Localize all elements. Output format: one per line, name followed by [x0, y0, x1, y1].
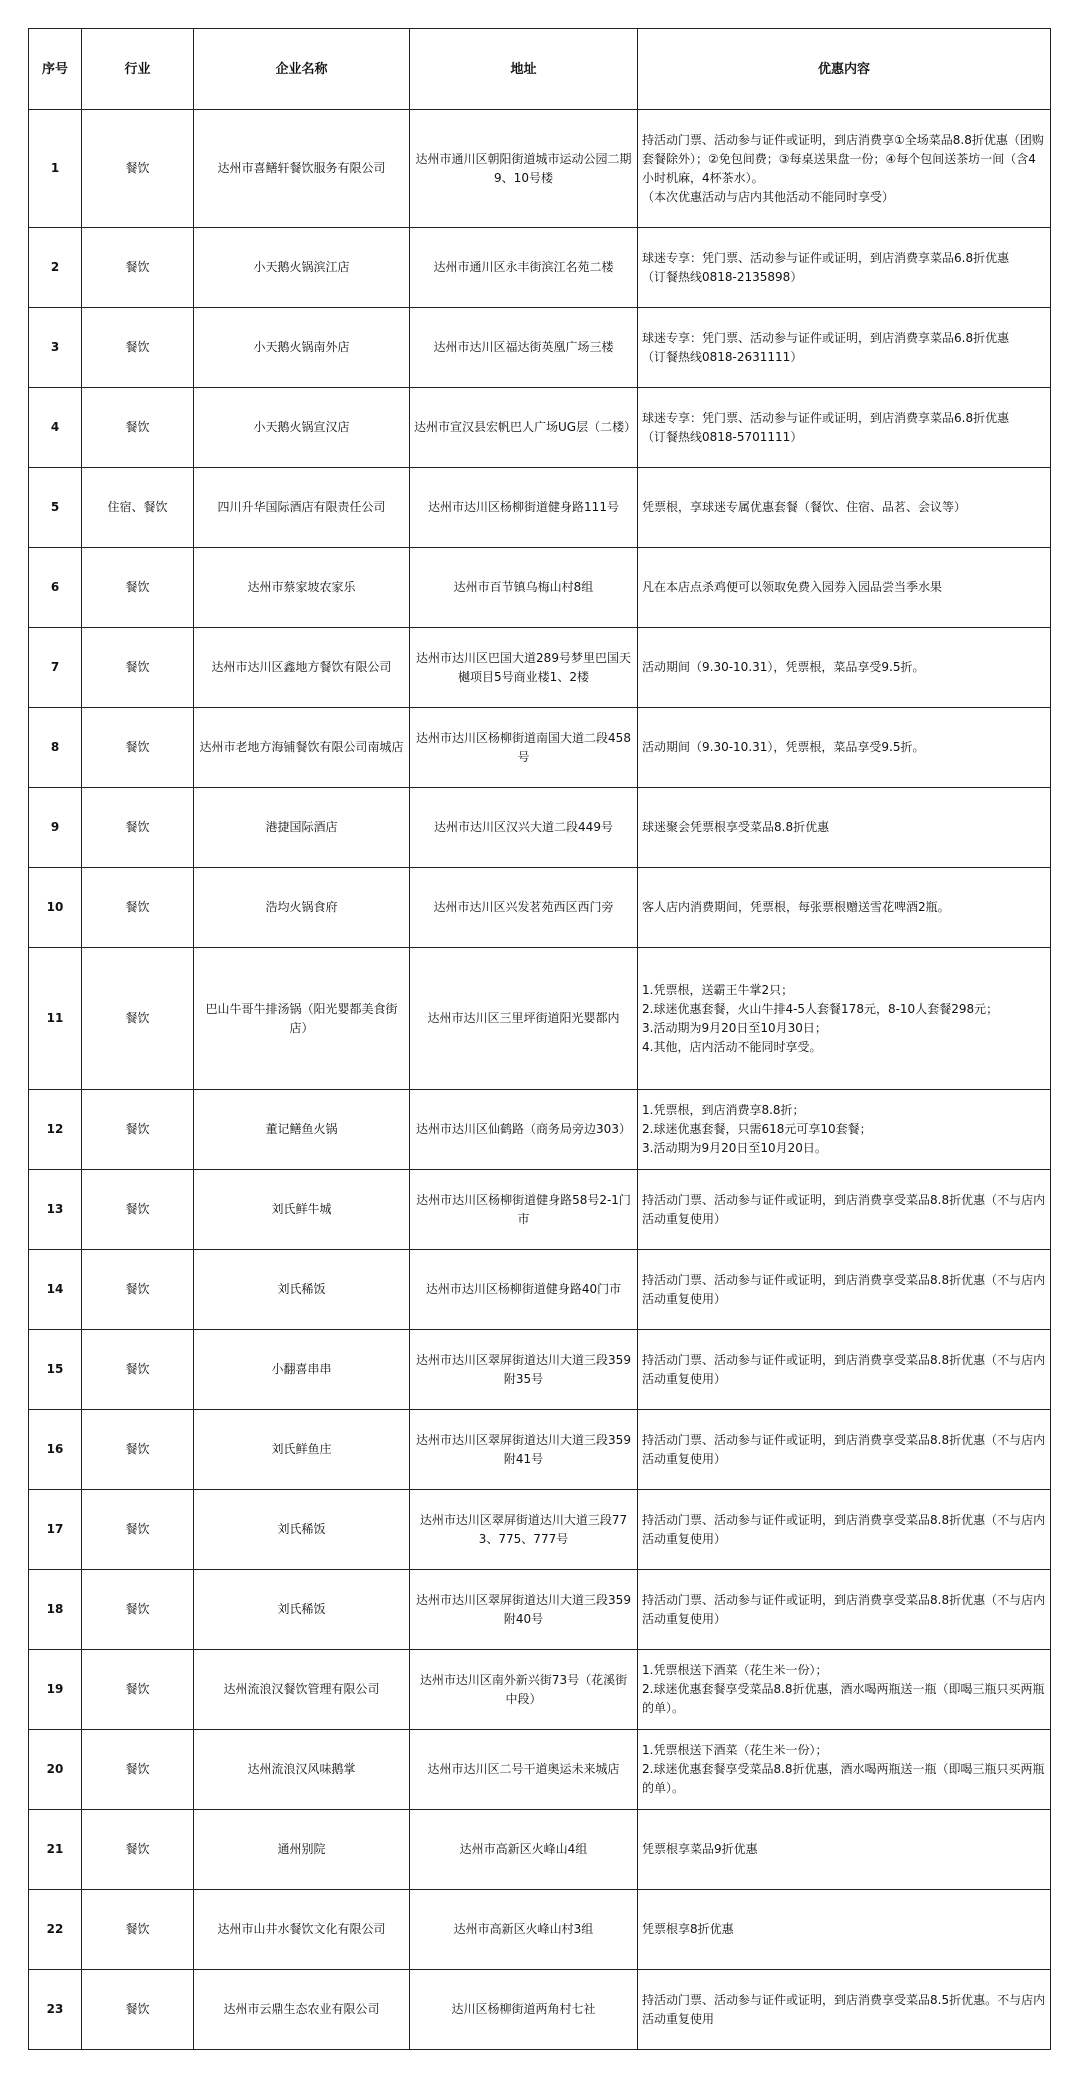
- row-industry: 餐饮: [82, 1170, 194, 1250]
- row-industry: 餐饮: [82, 308, 194, 388]
- row-industry: 餐饮: [82, 708, 194, 788]
- row-offer: [638, 1650, 1051, 1730]
- row-address: 达州市达川区仙鹤路（商务局旁边303）: [410, 1090, 638, 1170]
- row-company-name: 四川升华国际酒店有限责任公司: [194, 468, 410, 548]
- row-address: 达州市百节镇乌梅山村8组: [410, 548, 638, 628]
- offer-line: 凭票根，享球迷专属优惠套餐（餐饮、住宿、品茗、会议等）: [642, 500, 967, 514]
- table-row: [29, 948, 1051, 1090]
- header-no: 序号: [29, 29, 82, 110]
- offer-line: 持活动门票、活动参与证件或证明，到店消费享①全场菜品8.8折优惠（团购套餐除外）；②免包间费；③每桌送果盘一份；④每个包间送茶坊一间（含4小时机麻，4杯茶水）。: [642, 132, 1044, 185]
- row-industry: 餐饮: [82, 628, 194, 708]
- row-company-name: 达州市喜鳝轩餐饮服务有限公司: [194, 110, 410, 228]
- row-address: 达州市达川区翠屏街道达川大道三段359附41号: [410, 1410, 638, 1490]
- row-address: 达州市达川区翠屏街道达川大道三段359附40号: [410, 1570, 638, 1650]
- row-offer: [638, 308, 1051, 388]
- row-offer: [638, 1090, 1051, 1170]
- table-row: [29, 1090, 1051, 1170]
- row-industry: 餐饮: [82, 1330, 194, 1410]
- table-row: [29, 1250, 1051, 1330]
- offer-line: 凭票根享菜品9折优惠: [642, 1842, 758, 1856]
- row-industry: 餐饮: [82, 948, 194, 1090]
- row-address: 达州市通川区永丰街滨江名苑二楼: [410, 228, 638, 308]
- table-row: [29, 868, 1051, 948]
- offer-line: 持活动门票、活动参与证件或证明，到店消费享受菜品8.8折优惠（不与店内活动重复使用）: [642, 1272, 1046, 1306]
- row-number: 17: [29, 1490, 82, 1570]
- row-address: 达州市达川区杨柳街道健身路58号2-1门市: [410, 1170, 638, 1250]
- offer-line: 球迷聚会凭票根享受菜品8.8折优惠: [642, 820, 830, 834]
- table-row: [29, 228, 1051, 308]
- table-row: [29, 1890, 1051, 1970]
- row-offer: [638, 1410, 1051, 1490]
- row-industry: 餐饮: [82, 388, 194, 468]
- offer-line: 1.凭票根，送霸王牛掌2只；: [642, 982, 794, 997]
- row-number: 18: [29, 1570, 82, 1650]
- row-number: 23: [29, 1970, 82, 2050]
- table-row: [29, 468, 1051, 548]
- table-row: [29, 1810, 1051, 1890]
- offer-line: 持活动门票、活动参与证件或证明，到店消费享受菜品8.8折优惠（不与店内活动重复使用）: [642, 1432, 1046, 1466]
- offer-line: 3.活动期为9月20日至10月20日。: [642, 1141, 827, 1155]
- row-industry: 餐饮: [82, 1490, 194, 1570]
- row-address: 达州市高新区火峰山4组: [410, 1810, 638, 1890]
- row-company-name: 达州市达川区鑫地方餐饮有限公司: [194, 628, 410, 708]
- table-body: [29, 110, 1051, 2050]
- row-offer: [638, 628, 1051, 708]
- offer-line: 球迷专享：凭门票、活动参与证件或证明，到店消费享菜品6.8折优惠: [642, 330, 1010, 345]
- row-offer: [638, 1730, 1051, 1810]
- table-row: [29, 628, 1051, 708]
- row-address: 达州市达川区二号干道奥运未来城店: [410, 1730, 638, 1810]
- row-offer: [638, 708, 1051, 788]
- table-row: [29, 788, 1051, 868]
- row-number: 16: [29, 1410, 82, 1490]
- row-number: 1: [29, 110, 82, 228]
- offer-line: （订餐热线0818-5701111）: [642, 429, 803, 444]
- row-address: 达州市高新区火峰山村3组: [410, 1890, 638, 1970]
- row-address: 达州市达川区福达街英凰广场三楼: [410, 308, 638, 388]
- row-company-name: 达州市老地方海铺餐饮有限公司南城店: [194, 708, 410, 788]
- offer-line: 4.其他，店内活动不能同时享受。: [642, 1039, 822, 1054]
- header-industry: 行业: [82, 29, 194, 110]
- row-industry: 餐饮: [82, 110, 194, 228]
- row-number: 11: [29, 948, 82, 1090]
- row-number: 2: [29, 228, 82, 308]
- row-company-name: 巴山牛哥牛排汤锅（阳光婴都美食街店）: [194, 948, 410, 1090]
- table-header-row: [29, 29, 1051, 110]
- offer-line: 2.球迷优惠套餐享受菜品8.8折优惠，酒水喝两瓶送一瓶（即喝三瓶只买两瓶的单）。: [642, 1682, 1045, 1715]
- row-address: 达州市达川区翠屏街道达川大道三段773、775、777号: [410, 1490, 638, 1570]
- row-company-name: 通州别院: [194, 1810, 410, 1890]
- offer-line: 活动期间（9.30-10.31），凭票根，菜品享受9.5折。: [642, 660, 925, 674]
- row-number: 22: [29, 1890, 82, 1970]
- row-offer: [638, 110, 1051, 228]
- row-industry: 餐饮: [82, 1250, 194, 1330]
- row-number: 7: [29, 628, 82, 708]
- offer-line: （订餐热线0818-2135898）: [642, 269, 803, 284]
- row-industry: 餐饮: [82, 1890, 194, 1970]
- row-company-name: 刘氏鲜牛城: [194, 1170, 410, 1250]
- row-company-name: 达州流浪汉风味鹅掌: [194, 1730, 410, 1810]
- header-address: 地址: [410, 29, 638, 110]
- offer-line: 凭票根享8折优惠: [642, 1922, 734, 1936]
- offer-line: 球迷专享：凭门票、活动参与证件或证明，到店消费享菜品6.8折优惠: [642, 250, 1010, 265]
- offer-line: 活动期间（9.30-10.31），凭票根，菜品享受9.5折。: [642, 740, 925, 754]
- row-number: 8: [29, 708, 82, 788]
- row-number: 19: [29, 1650, 82, 1730]
- row-company-name: 董记鳝鱼火锅: [194, 1090, 410, 1170]
- row-company-name: 达州市蔡家坡农家乐: [194, 548, 410, 628]
- row-offer: [638, 388, 1051, 468]
- row-number: 13: [29, 1170, 82, 1250]
- row-company-name: 刘氏鲜鱼庄: [194, 1410, 410, 1490]
- row-industry: 餐饮: [82, 1650, 194, 1730]
- row-industry: 餐饮: [82, 1970, 194, 2050]
- row-address: 达州市达川区巴国大道289号梦里巴国天樾项目5号商业楼1、2楼: [410, 628, 638, 708]
- table-row: [29, 1570, 1051, 1650]
- table-row: [29, 708, 1051, 788]
- row-number: 9: [29, 788, 82, 868]
- row-number: 4: [29, 388, 82, 468]
- row-industry: 餐饮: [82, 548, 194, 628]
- offer-line: 2.球迷优惠套餐，火山牛排4-5人套餐178元，8-10人套餐298元；: [642, 1001, 999, 1016]
- row-address: 达州市宣汉县宏帆巴人广场UG层（二楼）: [410, 388, 638, 468]
- row-address: 达州市达川区兴发茗苑西区西门旁: [410, 868, 638, 948]
- offer-line: 1.凭票根送下酒菜（花生米一份）；: [642, 1743, 828, 1757]
- row-industry: 餐饮: [82, 1570, 194, 1650]
- table-row: [29, 1970, 1051, 2050]
- row-company-name: 小翻喜串串: [194, 1330, 410, 1410]
- table-row: [29, 1730, 1051, 1810]
- row-industry: 餐饮: [82, 228, 194, 308]
- row-industry: 餐饮: [82, 788, 194, 868]
- row-company-name: 刘氏稀饭: [194, 1570, 410, 1650]
- row-industry: 餐饮: [82, 1090, 194, 1170]
- offer-line: 凡在本店点杀鸡便可以领取免费入园券入园品尝当季水果: [642, 580, 943, 594]
- row-number: 10: [29, 868, 82, 948]
- offer-line: 1.凭票根，到店消费享8.8折；: [642, 1103, 805, 1117]
- table-row: [29, 1410, 1051, 1490]
- offer-line: 球迷专享：凭门票、活动参与证件或证明，到店消费享菜品6.8折优惠: [642, 410, 1010, 425]
- row-address: 达州市达川区翠屏街道达川大道三段359附35号: [410, 1330, 638, 1410]
- row-offer: [638, 1890, 1051, 1970]
- row-offer: [638, 548, 1051, 628]
- row-number: 12: [29, 1090, 82, 1170]
- row-offer: [638, 1170, 1051, 1250]
- row-address: 达州市达川区南外新兴街73号（花溪街中段）: [410, 1650, 638, 1730]
- row-offer: [638, 1330, 1051, 1410]
- offer-line: 1.凭票根送下酒菜（花生米一份）；: [642, 1663, 828, 1677]
- row-number: 3: [29, 308, 82, 388]
- row-offer: [638, 1810, 1051, 1890]
- row-number: 15: [29, 1330, 82, 1410]
- table-row: [29, 388, 1051, 468]
- offer-line: 3.活动期为9月20日至10月30日；: [642, 1020, 827, 1035]
- row-industry: 餐饮: [82, 868, 194, 948]
- row-address: 达州市达川区汉兴大道二段449号: [410, 788, 638, 868]
- row-industry: 餐饮: [82, 1410, 194, 1490]
- offer-line: 持活动门票、活动参与证件或证明，到店消费享受菜品8.8折优惠（不与店内活动重复使用）: [642, 1352, 1046, 1386]
- row-address: 达川区杨柳街道两角村七社: [410, 1970, 638, 2050]
- row-company-name: 刘氏稀饭: [194, 1490, 410, 1570]
- row-number: 20: [29, 1730, 82, 1810]
- row-company-name: 小天鹅火锅宣汉店: [194, 388, 410, 468]
- offer-line: 持活动门票、活动参与证件或证明，到店消费享受菜品8.8折优惠（不与店内活动重复使用）: [642, 1512, 1046, 1546]
- row-number: 5: [29, 468, 82, 548]
- table-row: [29, 1650, 1051, 1730]
- row-company-name: 小天鹅火锅南外店: [194, 308, 410, 388]
- row-offer: [638, 948, 1051, 1090]
- offer-line: 客人店内消费期间，凭票根，每张票根赠送雪花啤酒2瓶。: [642, 900, 950, 914]
- offer-line: （订餐热线0818-2631111）: [642, 349, 803, 364]
- table-row: [29, 1170, 1051, 1250]
- offer-line: 持活动门票、活动参与证件或证明，到店消费享受菜品8.5折优惠。不与店内活动重复使用: [642, 1992, 1046, 2026]
- row-offer: [638, 1570, 1051, 1650]
- row-offer: [638, 868, 1051, 948]
- row-address: 达州市达川区三里坪街道阳光婴都内: [410, 948, 638, 1090]
- row-company-name: 达州流浪汉餐饮管理有限公司: [194, 1650, 410, 1730]
- offer-line: 2.球迷优惠套餐，只需618元可享10套餐；: [642, 1122, 872, 1136]
- row-company-name: 浩均火锅食府: [194, 868, 410, 948]
- row-offer: [638, 228, 1051, 308]
- offer-line: 持活动门票、活动参与证件或证明，到店消费享受菜品8.8折优惠（不与店内活动重复使用）: [642, 1192, 1046, 1226]
- row-offer: [638, 1490, 1051, 1570]
- row-offer: [638, 468, 1051, 548]
- table-row: [29, 308, 1051, 388]
- offer-line: 持活动门票、活动参与证件或证明，到店消费享受菜品8.8折优惠（不与店内活动重复使用）: [642, 1592, 1046, 1626]
- row-industry: 餐饮: [82, 1810, 194, 1890]
- row-address: 达州市达川区杨柳街道健身路111号: [410, 468, 638, 548]
- row-number: 6: [29, 548, 82, 628]
- row-offer: [638, 788, 1051, 868]
- row-number: 21: [29, 1810, 82, 1890]
- row-offer: [638, 1250, 1051, 1330]
- table-row: [29, 1330, 1051, 1410]
- row-company-name: 港捷国际酒店: [194, 788, 410, 868]
- row-address: 达州市达川区杨柳街道南国大道二段458号: [410, 708, 638, 788]
- offer-line: 2.球迷优惠套餐享受菜品8.8折优惠，酒水喝两瓶送一瓶（即喝三瓶只买两瓶的单）。: [642, 1762, 1045, 1795]
- row-offer: [638, 1970, 1051, 2050]
- header-offer: 优惠内容: [638, 29, 1051, 110]
- offer-line: （本次优惠活动与店内其他活动不能同时享受）: [642, 189, 895, 204]
- row-number: 14: [29, 1250, 82, 1330]
- row-company-name: 达州市山井水餐饮文化有限公司: [194, 1890, 410, 1970]
- table-row: [29, 548, 1051, 628]
- row-company-name: 刘氏稀饭: [194, 1250, 410, 1330]
- row-address: 达州市通川区朝阳街道城市运动公园二期9、10号楼: [410, 110, 638, 228]
- header-company: 企业名称: [194, 29, 410, 110]
- row-address: 达州市达川区杨柳街道健身路40门市: [410, 1250, 638, 1330]
- merchant-discount-table: [28, 28, 1051, 2050]
- row-company-name: 小天鹅火锅滨江店: [194, 228, 410, 308]
- table-row: [29, 110, 1051, 228]
- row-company-name: 达州市云鼎生态农业有限公司: [194, 1970, 410, 2050]
- table-row: [29, 1490, 1051, 1570]
- row-industry: 住宿、餐饮: [82, 468, 194, 548]
- row-industry: 餐饮: [82, 1730, 194, 1810]
